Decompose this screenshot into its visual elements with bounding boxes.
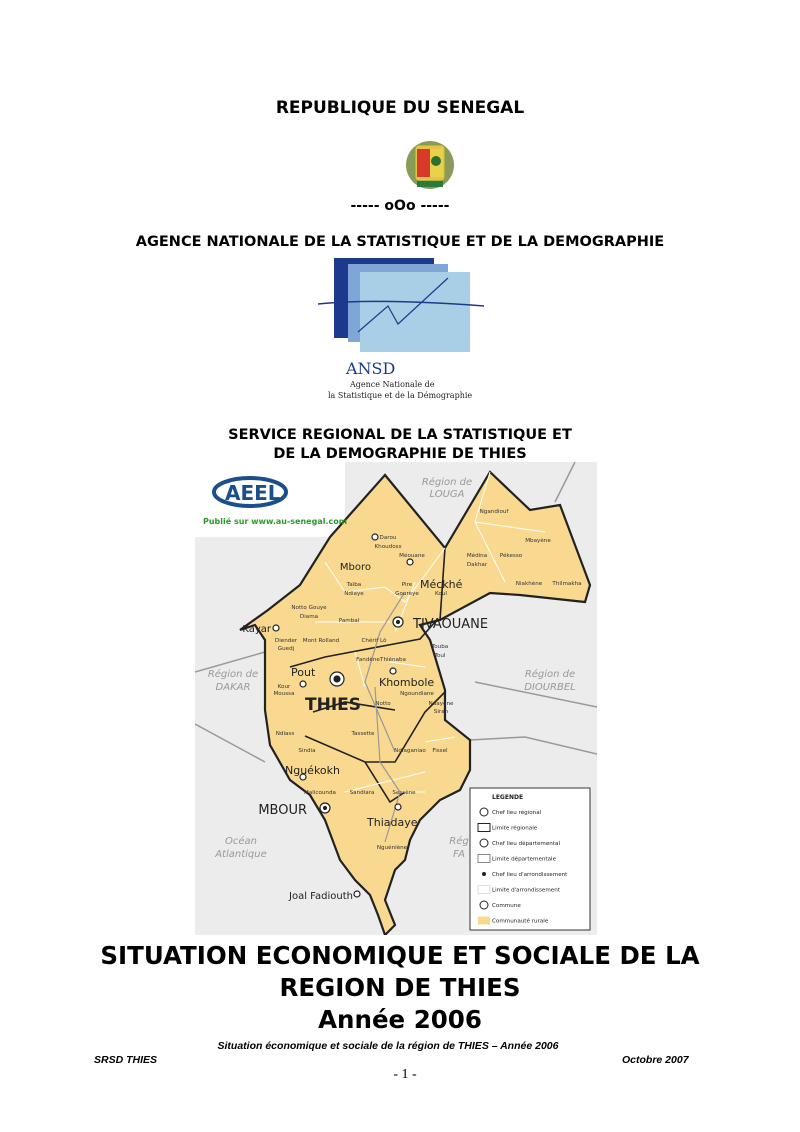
label-diourbel-1: Région de xyxy=(524,669,576,680)
rural-label: Mont Rolland xyxy=(302,638,340,644)
rural-label: Thilmakha xyxy=(552,581,582,587)
rural-label: Méouane xyxy=(399,553,425,559)
rural-label: Notto xyxy=(375,701,391,707)
thies-region-map xyxy=(195,462,597,935)
page-number: - 1 - xyxy=(393,1067,417,1082)
label-dakar-1: Région de xyxy=(207,669,259,680)
commune-joal: Joal Fadiouth xyxy=(289,891,353,902)
service-line2: DE LA DEMOGRAPHIE DE THIES xyxy=(273,446,527,462)
agency-heading: AGENCE NATIONALE DE LA STATISTIQUE ET DE LA DEMOGRAPHIE xyxy=(135,234,665,250)
rural-label: Ndayène xyxy=(428,701,454,707)
commune-meckhe: Méckhé xyxy=(420,578,463,591)
rural-label: Notto Gouye xyxy=(291,605,327,611)
rural-label: Taïba xyxy=(346,582,362,588)
legend-title: LEGENDE xyxy=(492,794,524,801)
commune-pout: Pout xyxy=(291,666,316,679)
label-ocean-1: Océan xyxy=(225,836,257,847)
legend-item: Limite d'arrondissement xyxy=(492,887,560,894)
legend-item: Limite régionale xyxy=(492,825,538,832)
ansd-line2: la Statistique et de la Démographie xyxy=(328,391,473,400)
rural-label: Gourèye xyxy=(395,591,419,597)
document-title xyxy=(0,940,800,1036)
rural-label: Fissel xyxy=(432,748,448,754)
commune-thiadaye: Thiadaye xyxy=(367,816,418,829)
footer-right: Octobre 2007 xyxy=(622,1054,689,1066)
rural-label: Koul xyxy=(435,591,447,597)
legend-item: Limite départementale xyxy=(492,856,557,863)
label-fatick-2: FA xyxy=(452,849,466,860)
map-legend xyxy=(470,788,590,930)
label-dakar-2: DAKAR xyxy=(215,682,251,693)
rural-label: Tassette xyxy=(351,731,375,737)
rural-label: Thiénaba xyxy=(380,657,406,663)
legend-swatch xyxy=(478,824,490,832)
rural-label: Nguéniène xyxy=(376,845,408,851)
rural-label: Diender xyxy=(274,638,298,644)
legend-item: Communauté rurale xyxy=(492,918,549,925)
service-heading xyxy=(0,426,800,464)
legend-symbol-icon xyxy=(483,873,486,876)
rural-label: Ndiaganiao xyxy=(394,748,426,754)
rural-label: Sessène xyxy=(392,790,416,796)
rural-label: Sindia xyxy=(298,748,316,754)
label-louga-1: Région de xyxy=(421,477,473,488)
rural-label: Sandiara xyxy=(349,790,375,796)
legend-swatch xyxy=(478,855,490,863)
rural-label: Pambal xyxy=(338,618,360,624)
rural-label: Niakhène xyxy=(515,581,543,587)
title-line3: Année 2006 xyxy=(318,1005,482,1034)
rural-label: Ndiass xyxy=(275,731,295,737)
aeel-text: AEEL xyxy=(225,481,281,505)
ansd-logo xyxy=(318,254,484,402)
rural-label: Chérif Lô xyxy=(361,638,387,644)
label-fatick-1: Rég xyxy=(449,836,469,847)
commune-kayar: Kayar xyxy=(242,624,271,635)
rural-label: Médina xyxy=(466,553,488,559)
rural-label: Ndiaye xyxy=(344,591,364,597)
legend-symbol-icon xyxy=(480,808,488,816)
footer-center: Situation économique et sociale de la région de THIES – Année 2006 xyxy=(217,1040,559,1052)
rural-label: Guedj xyxy=(277,646,295,652)
label-diourbel-2: DIOURBEL xyxy=(524,682,576,693)
legend-symbol-icon xyxy=(480,901,488,909)
label-louga-2: LOUGA xyxy=(429,489,465,500)
footer-left: SRSD THIES xyxy=(94,1054,158,1066)
rural-label: Ngandiouf xyxy=(479,509,509,515)
commune-mboro: Mboro xyxy=(339,562,371,573)
rural-label: Diama xyxy=(299,614,319,620)
legend-swatch xyxy=(478,917,490,925)
legend-item: Chef lieu régional xyxy=(492,810,542,816)
rural-label: Fandène xyxy=(356,657,380,663)
ansd-acronym: ANSD xyxy=(346,359,396,378)
separator: ----- oOo ----- xyxy=(350,198,450,214)
rural-label: Khoudoss xyxy=(374,544,402,550)
legend-swatch xyxy=(478,886,490,894)
capital-thies: THIES xyxy=(305,695,362,715)
title-line1: SITUATION ECONOMIQUE ET SOCIALE DE LA xyxy=(100,941,700,970)
rural-label: Toul xyxy=(434,653,446,659)
republic-heading: REPUBLIQUE DU SENEGAL xyxy=(275,98,525,118)
rural-label: Kour xyxy=(277,684,291,690)
rural-label: Darou xyxy=(379,535,397,541)
service-line1: SERVICE REGIONAL DE LA STATISTIQUE ET xyxy=(228,427,572,443)
rural-label: Moussa xyxy=(273,691,295,697)
rural-label: Pékesso xyxy=(499,553,523,559)
legend-item: Chef lieu d'arrondissement xyxy=(492,872,568,878)
rural-label: Malicounda xyxy=(304,790,336,796)
legend-item: Chef lieu départemental xyxy=(492,841,561,847)
rural-label: Pire xyxy=(401,582,413,588)
ansd-line1: Agence Nationale de xyxy=(350,380,435,389)
rural-label: Ngoundiane xyxy=(400,691,434,697)
commune-nguekokh: Nguékokh xyxy=(285,764,340,777)
legend-symbol-icon xyxy=(480,839,488,847)
legend-item: Commune xyxy=(492,903,521,909)
title-line2: REGION DE THIES xyxy=(279,973,521,1002)
commune-khombole: Khombole xyxy=(379,676,435,689)
dept-tivaouane: TIVAOUANE xyxy=(413,617,489,632)
rural-label: Touba xyxy=(431,644,449,650)
rural-label: Mbayène xyxy=(525,538,551,544)
dept-mbour: MBOUR xyxy=(258,803,307,818)
rural-label: Sirah xyxy=(433,709,449,715)
rural-label: Dakhar xyxy=(466,562,488,568)
label-ocean-2: Atlantique xyxy=(215,849,267,860)
aeel-published: Publié sur www.au-senegal.com xyxy=(203,517,348,526)
senegal-coat-of-arms-icon xyxy=(403,135,457,193)
